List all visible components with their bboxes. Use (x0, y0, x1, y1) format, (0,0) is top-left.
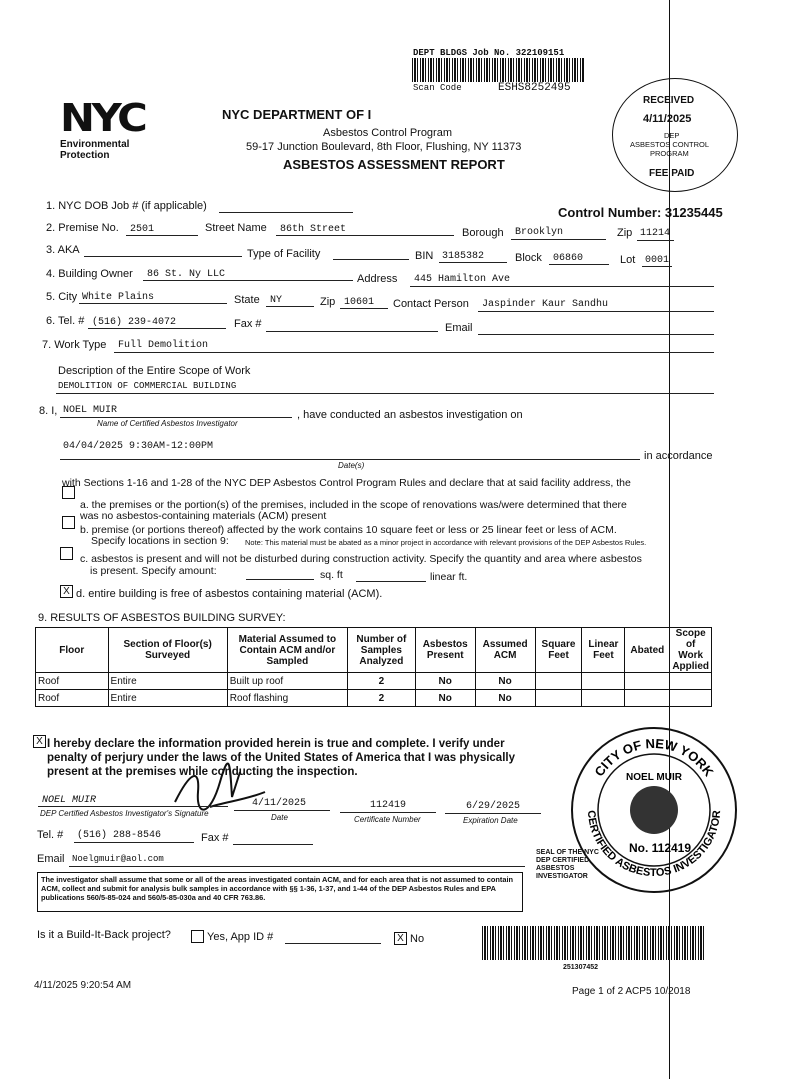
seal-top-text: CITY OF NEW YORK (591, 735, 717, 780)
stamp-asbestos: ASBESTOS CONTROL (630, 140, 710, 149)
stamp-dep: DEP (664, 131, 680, 140)
seal-name: NOEL MUIR (626, 772, 682, 783)
q4-label: 4. Building Owner (46, 268, 133, 280)
option-b-note: Note: This material must be abated as a minor project in accordance with relevant provisions of the DEP Asbestos Rules. (245, 538, 647, 547)
decl-email: Noelgmuir@aol.com (72, 854, 164, 864)
checkbox-b[interactable] (62, 516, 75, 529)
row1-floor: Roof (36, 673, 109, 690)
option-c-2: is present. Specify amount: (90, 565, 217, 577)
survey-table (35, 627, 712, 707)
linft-label: linear ft. (430, 571, 468, 583)
dept-address: 59-17 Junction Boulevard, 8th Floor, Flushing, NY 11373 (246, 141, 522, 153)
option-d: d. entire building is free of asbestos containing material (ACM). (76, 588, 383, 600)
option-a-2: was no asbestos-containing materials (ACM) present (80, 510, 327, 522)
facility-label: Type of Facility (247, 248, 321, 260)
seal-number: No. 112419 (628, 841, 692, 855)
build-back-question: Is it a Build-It-Back project? (37, 929, 171, 941)
header-square-feet: Square Feet (535, 628, 582, 673)
scope-line (56, 393, 714, 394)
row2-samples: 2 (347, 690, 415, 707)
zip2-label: Zip (320, 296, 336, 308)
yes-label: Yes, App ID # (207, 931, 274, 943)
received-date: 4/11/2025 (643, 113, 692, 125)
q1-label: 1. NYC DOB Job # (if applicable) (46, 200, 207, 212)
date-caption: Date (271, 813, 288, 822)
zip2[interactable]: 10601 (344, 297, 375, 308)
checkbox-c[interactable] (60, 547, 73, 560)
sig-caption: DEP Certified Asbestos Investigator's Signature (40, 809, 209, 818)
borough-line (511, 239, 606, 240)
aka-line[interactable] (84, 256, 242, 257)
owner-address-line (410, 286, 714, 287)
sections-text: with Sections 1-16 and 1-28 of the NYC DEP Asbestos Control Program Rules and declare that at said facility address, the (62, 477, 631, 489)
row2-material: Roof flashing (227, 690, 347, 707)
row2-assumed: No (475, 690, 535, 707)
sqft-label: sq. ft (320, 569, 343, 581)
option-b-2: Specify locations in section 9: (91, 535, 229, 547)
owner-line (143, 280, 353, 281)
state[interactable]: NY (270, 295, 283, 306)
app-id-line[interactable] (285, 943, 381, 944)
program-name: Asbestos Control Program (323, 127, 452, 139)
header-linear-feet: Linear Feet (582, 628, 625, 673)
control-number: Control Number: 31235445 (558, 205, 723, 220)
contact-label: Contact Person (393, 298, 469, 310)
row1-material: Built up roof (227, 673, 347, 690)
facility-line[interactable] (333, 259, 409, 260)
logo-sub-1: Environmental (60, 139, 130, 150)
q6-label: 6. Tel. # (46, 315, 85, 327)
header-section: Section of Floor(s) Surveyed (108, 628, 227, 673)
cert-number: 112419 (370, 800, 407, 811)
row2-scope (670, 690, 712, 707)
row1-sqft (535, 673, 582, 690)
dept-title: NYC DEPARTMENT OF I (222, 107, 372, 122)
option-a-1: a. the premises or the portion(s) of the premises, included in the scope of renovations was/were determined that there (80, 499, 627, 511)
row1-present: No (415, 673, 475, 690)
block-line (549, 264, 609, 265)
row2-present: No (415, 690, 475, 707)
date-line (234, 810, 330, 811)
header-asbestos-present: Asbestos Present (415, 628, 475, 673)
scan-code: ESHS8252495 (498, 82, 571, 94)
exp-line (445, 813, 541, 814)
borough[interactable]: Brooklyn (515, 227, 564, 238)
decl-fax-label: Fax # (201, 832, 229, 844)
premise-line (126, 235, 198, 236)
header-samples: Number of Samples Analyzed (347, 628, 415, 673)
option-c-1: c. asbestos is present and will not be disturbed during construction activity. Specify the quantity and area where asbestos (80, 553, 642, 565)
block-label: Block (515, 252, 542, 264)
sig-date: 4/11/2025 (252, 798, 307, 809)
row2-section: Entire (108, 690, 227, 707)
table-row (36, 690, 712, 707)
owner[interactable]: 86 St. Ny LLC (147, 269, 226, 280)
scan-label: Scan Code (413, 83, 462, 93)
checkbox-d[interactable]: X (60, 585, 73, 598)
fax-line[interactable] (266, 331, 438, 332)
zip2-line (340, 308, 388, 309)
investigator-seal (568, 724, 740, 896)
decl-tel: (516) 288-8546 (77, 830, 162, 841)
lot-line (642, 266, 672, 267)
option-b-1: b. premise (or portions thereof) affected by the work contains 10 square feet or less or 25 linear feet or less of ACM. (80, 524, 617, 536)
decl-tel-line (74, 842, 194, 843)
bin-label: BIN (415, 250, 434, 262)
footer-page: Page 1 of 2 ACP5 10/2018 (572, 986, 691, 997)
seal-bottom-text: CERTIFIED ASBESTOS INVESTIGATOR (584, 809, 724, 880)
declaration-line-1: I hereby declare the information provided herein is true and complete. I verify under (47, 738, 505, 750)
bottom-barcode (482, 926, 706, 960)
linft-line[interactable] (356, 581, 426, 582)
survey-header-row (36, 628, 712, 673)
footer-timestamp: 4/11/2025 9:20:54 AM (34, 980, 132, 991)
no-checkbox[interactable]: X (394, 932, 407, 945)
accordance: in accordance (644, 450, 713, 462)
work-type[interactable]: Full Demolition (118, 340, 209, 351)
decl-fax-line[interactable] (233, 844, 313, 845)
email-line[interactable] (478, 334, 714, 335)
barcode-number: 251307452 (563, 964, 599, 971)
header-scope: Scope of Work Applied (670, 628, 712, 673)
sqft-line[interactable] (246, 579, 314, 580)
street-line (276, 235, 454, 236)
received-text: RECEIVED (643, 95, 695, 106)
lot[interactable]: 0001 (645, 255, 670, 266)
q3-label: 3. AKA (46, 244, 80, 256)
q1-line[interactable] (219, 212, 353, 213)
dates-line (60, 459, 640, 460)
city[interactable]: White Plains (82, 292, 155, 303)
checkbox-a[interactable] (62, 486, 75, 499)
row2-sqft (535, 690, 582, 707)
lot-label: Lot (620, 254, 636, 266)
zip-line (637, 240, 674, 241)
state-line (266, 306, 314, 307)
zip[interactable]: 11214 (640, 228, 671, 239)
row1-abated (625, 673, 670, 690)
borough-label: Borough (462, 227, 504, 239)
row1-assumed: No (475, 673, 535, 690)
row1-scope (670, 673, 712, 690)
owner-address[interactable]: 445 Hamilton Ave (414, 274, 511, 285)
row1-linft (582, 673, 625, 690)
row2-linft (582, 690, 625, 707)
seal-caption: SEAL OF THE NYC DEP CERTIFIED ASBESTOS INVESTIGATOR (536, 849, 599, 880)
row1-section: Entire (108, 673, 227, 690)
sig-name: NOEL MUIR (42, 795, 97, 806)
declaration-line-2: penalty of perjury under the laws of the United States of America that I was physically (47, 752, 515, 764)
declaration-line-3: present at the premises while conducting the inspection. (47, 766, 358, 778)
contact-line (478, 311, 714, 312)
survey-title: 9. RESULTS OF ASBESTOS BUILDING SURVEY: (38, 612, 286, 624)
q2-label: 2. Premise No. (46, 222, 119, 234)
header-abated: Abated (625, 628, 670, 673)
decl-email-label: Email (37, 853, 65, 865)
q7-label: 7. Work Type (42, 339, 107, 351)
stamp-fee: FEE PAID (649, 168, 695, 179)
q8-text: , have conducted an asbestos investigation on (297, 409, 523, 421)
exp-date: 6/29/2025 (466, 801, 521, 812)
row2-abated (625, 690, 670, 707)
street-label: Street Name (205, 222, 267, 234)
exp-caption: Expiration Date (463, 816, 518, 825)
investigator-name[interactable]: NOEL MUIR (63, 405, 118, 416)
block[interactable]: 06860 (553, 253, 584, 264)
row1-samples: 2 (347, 673, 415, 690)
logo-sub-2: Protection (60, 150, 110, 161)
address-label: Address (357, 273, 398, 285)
row2-floor: Roof (36, 690, 109, 707)
table-row (36, 673, 712, 690)
dept-bldgs-job: DEPT BLDGS Job No. 322109151 (413, 48, 565, 58)
investigator-note: The investigator shall assume that some or all of the areas investigated contain ACM, and for each area that is not assumed to contain ACM, collect and submit for analysis bulk samples in accordance with §§ 1-36, 1-37, and 1-44 of the DEP Asbestos Rules and EPA publications 560/5-85-024 and 560/5-85-030a and 40 CFR 763.86. (37, 872, 523, 912)
scope[interactable]: DEMOLITION OF COMMERCIAL BUILDING (58, 381, 237, 391)
no-label: No (410, 933, 425, 945)
top-barcode (412, 58, 584, 82)
header-assumed-acm: Assumed ACM (475, 628, 535, 673)
q5-label: 5. City (46, 291, 78, 303)
sig-line (38, 806, 228, 807)
tel-line (88, 328, 226, 329)
bin-line (439, 262, 507, 263)
decl-tel-label: Tel. # (37, 829, 64, 841)
tel[interactable]: (516) 239-4072 (92, 317, 177, 328)
stamp-program: PROGRAM (650, 149, 689, 158)
premise-no[interactable]: 2501 (130, 224, 155, 235)
decl-email-line (69, 866, 525, 867)
scope-label: Description of the Entire Scope of Work (58, 365, 251, 377)
q8-label: 8. I, (39, 405, 58, 417)
investigator-line (60, 417, 292, 418)
declaration-checkbox[interactable]: X (33, 735, 46, 748)
dates-caption: Date(s) (338, 461, 365, 470)
report-title: ASBESTOS ASSESSMENT REPORT (283, 157, 505, 172)
email-label: Email (445, 322, 473, 334)
zip-label: Zip (617, 227, 633, 239)
yes-checkbox[interactable] (191, 930, 204, 943)
city-line (79, 303, 227, 304)
cert-line (340, 812, 436, 813)
bin[interactable]: 3185382 (442, 251, 485, 262)
header-floor: Floor (36, 628, 109, 673)
fax-label: Fax # (234, 318, 262, 330)
contact-person[interactable]: Jaspinder Kaur Sandhu (482, 299, 609, 310)
nyc-logo: NYC (60, 96, 145, 140)
street-name[interactable]: 86th Street (280, 224, 347, 235)
header-material: Material Assumed to Contain ACM and/or Sampled (227, 628, 347, 673)
work-type-line (114, 352, 714, 353)
investigation-dates[interactable]: 04/04/2025 9:30AM-12:00PM (63, 441, 214, 452)
state-label: State (234, 294, 260, 306)
cert-caption: Certificate Number (354, 815, 421, 824)
investigator-caption: Name of Certified Asbestos Investigator (97, 419, 238, 428)
